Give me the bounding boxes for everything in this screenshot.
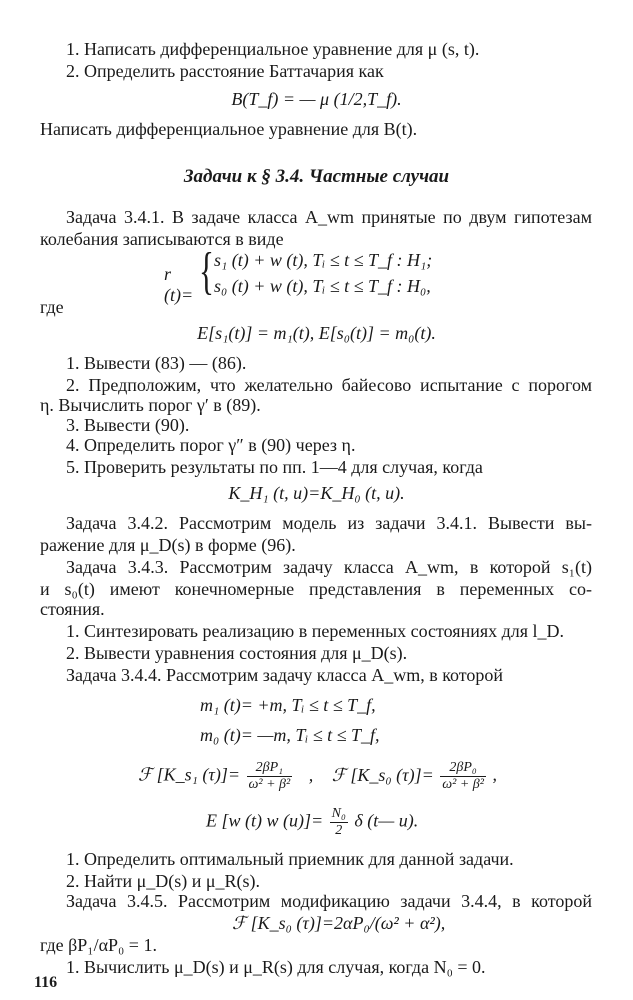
spectrum-0-lhs: ℱ [K_s₀ (τ)]=	[331, 764, 434, 785]
problem-3-4-2-line: ражение для μ_D(s) в форме (96).	[40, 535, 296, 555]
paragraph-line: Написать дифференциальное уравнение для B(t).	[40, 119, 418, 139]
fraction	[330, 806, 348, 839]
fraction-denominator: ω² + β²	[248, 777, 291, 792]
comma: ,	[308, 764, 314, 785]
system-case-1: s₁ (t) + w (t), Tᵢ ≤ t ≤ T_f : H₁;	[214, 250, 433, 270]
equation-spectra	[138, 760, 497, 800]
list-item: 1. Вывести (83) — (86).	[66, 353, 247, 373]
equation-spectrum-alpha: ℱ [K_s₀ (τ)]=2αP₀/(ω² + α²),	[232, 913, 446, 933]
noise-lhs: E [w (t) w (u)]=	[206, 810, 324, 831]
problem-3-4-3-line: Задача 3.4.3. Рассмотрим задачу класса A_wm, в которой s₁(t)	[66, 557, 592, 577]
problem-3-4-3-line: стояния.	[40, 599, 105, 619]
spectrum-1-lhs: ℱ [K_s₁ (τ)]=	[138, 764, 241, 785]
noise-rhs: δ (t— u).	[354, 810, 419, 831]
comma: ,	[492, 764, 497, 785]
page-number: 116	[34, 974, 58, 991]
equation-expectations: E[s₁(t)] = m₁(t), E[s₀(t)] = m₀(t).	[197, 323, 436, 343]
problem-3-4-1-line: Задача 3.4.1. В задаче класса A_wm принятые по двум гипотезам	[66, 207, 592, 227]
paragraph-line: где	[40, 297, 64, 317]
problem-3-4-2-line: Задача 3.4.2. Рассмотрим модель из задачи 3.4.1. Вывести вы-	[66, 513, 592, 533]
fraction-numerator: 2βP₀	[440, 760, 486, 777]
equation-kernels: K_H₁ (t, u)=K_H₀ (t, u).	[228, 483, 405, 503]
section-heading: Задачи к § 3.4. Частные случаи	[183, 166, 450, 187]
fraction-numerator: N₀	[331, 806, 346, 821]
list-item: 3. Вывести (90).	[66, 415, 190, 435]
problem-3-4-1-line: колебания записываются в виде	[40, 229, 284, 249]
list-item: 2. Предположим, что желательно байесово испытание с порогом	[66, 375, 592, 395]
fraction	[440, 760, 486, 793]
list-item: 5. Проверить результаты по пп. 1—4 для случая, когда	[66, 457, 483, 477]
list-item: 2. Вывести уравнения состояния для μ_D(s).	[66, 643, 408, 663]
fraction	[247, 760, 293, 793]
problem-3-4-5-line: Задача 3.4.5. Рассмотрим модификацию задачи 3.4.4, в которой	[66, 891, 592, 911]
fraction-numerator: 2βP₁	[247, 760, 293, 777]
list-item: 4. Определить порог γ″ в (90) через η.	[66, 435, 356, 455]
fraction-denominator: ω² + β²	[442, 777, 484, 792]
system-lhs: r (t)=	[164, 264, 194, 305]
fraction-denominator: 2	[335, 823, 343, 838]
paragraph-line: где βP₁/αP₀ = 1.	[40, 935, 157, 955]
problem-3-4-3-line: и s₀(t) имеют конечномерные представления в переменных со-	[40, 579, 592, 599]
problem-3-4-4-line: Задача 3.4.4. Рассмотрим задачу класса A_wm, в которой	[66, 665, 504, 685]
list-item: 2. Определить расстояние Баттачария как	[66, 61, 384, 81]
list-item: η. Вычислить порог γ′ в (89).	[40, 395, 261, 415]
equation-noise	[206, 806, 418, 846]
equation-m1: m₁ (t)= +m, Tᵢ ≤ t ≤ T_f,	[200, 695, 376, 715]
brace-symbol: {	[198, 243, 214, 300]
list-item: 1. Вычислить μ_D(s) и μ_R(s) для случая, когда N₀ = 0.	[66, 957, 486, 977]
equation-m0: m₀ (t)= —m, Tᵢ ≤ t ≤ T_f,	[200, 725, 380, 745]
list-item: 2. Найти μ_D(s) и μ_R(s).	[66, 871, 261, 891]
list-item: 1. Определить оптимальный приемник для данной задачи.	[66, 849, 514, 869]
list-item: 1. Написать дифференциальное уравнение для μ (s, t).	[66, 39, 480, 59]
equation-bhattacharyya: B(T_f) = — μ (1/2,T_f).	[231, 89, 402, 109]
list-item: 1. Синтезировать реализацию в переменных состояниях для l_D.	[66, 621, 565, 641]
system-case-2: s₀ (t) + w (t), Tᵢ ≤ t ≤ T_f : H₀,	[214, 276, 431, 296]
